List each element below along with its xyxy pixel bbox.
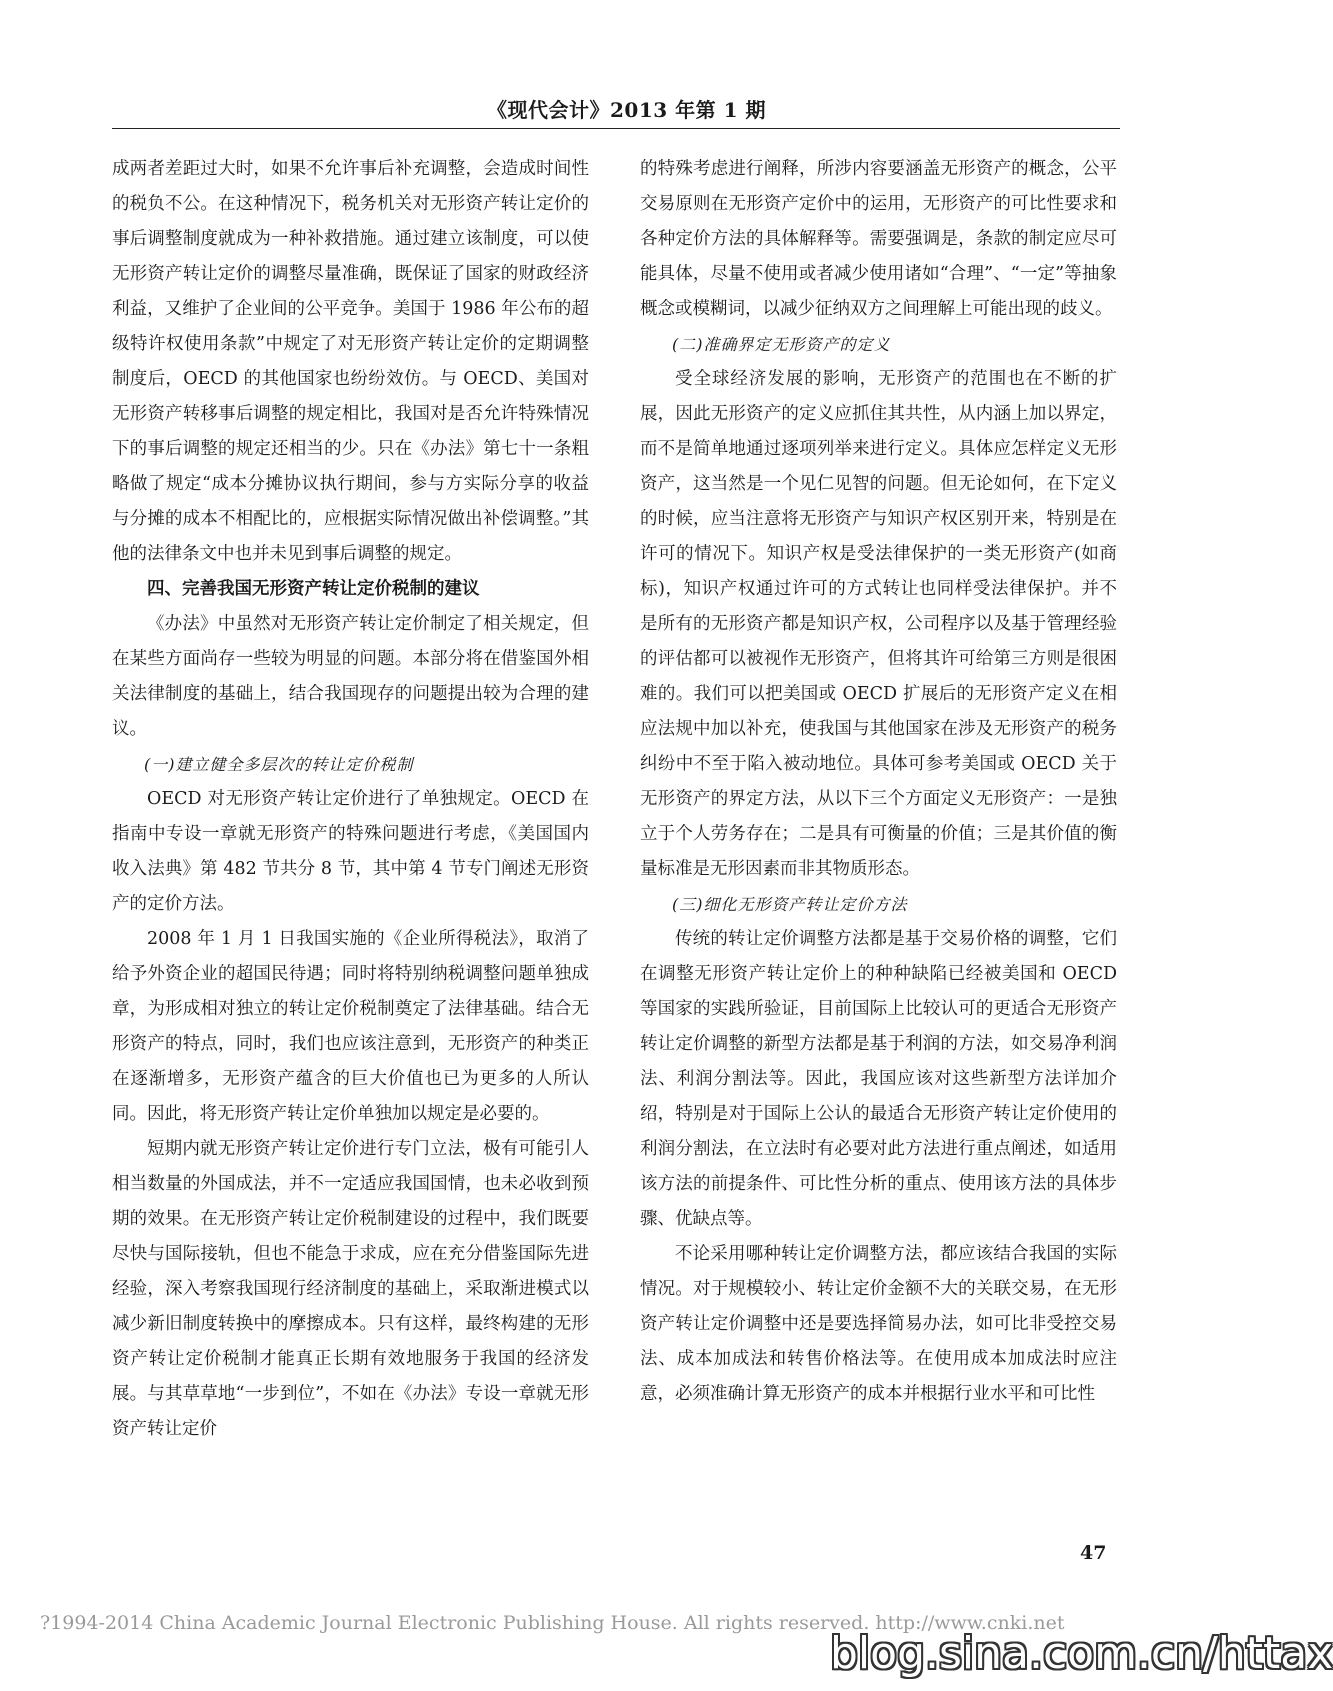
header-rule: [112, 128, 1120, 129]
paragraph: 《办法》中虽然对无形资产转让定价制定了相关规定，但在某些方面尚存一些较为明显的问题。本部分将在借鉴国外相关法律制度的基础上，结合我国现存的问题提出较为合理的建议。: [112, 614, 589, 739]
right-column: [640, 152, 1117, 1412]
paragraph: 传统的转让定价调整方法都是基于交易价格的调整，它们在调整无形资产转让定价上的种种缺陷已经被美国和 OECD 等国家的实践所验证，目前国际上比较认可的更适合无形资产转让定价调整的新型方法都是基于利润的方法，如交易净利润法、利润分割法等。因此，我国应该对这些新型方法详加介绍，特别是对于国际上公认的最适合无形资产转让定价使用的利润分割法，在立法时有必要对此方法进行重点阐述，如适用该方法的前提条件、可比性分析的重点、使用该方法的具体步骤、优缺点等。: [640, 929, 1117, 1229]
paragraph: 的特殊考虑进行阐释，所涉内容要涵盖无形资产的概念，公平交易原则在无形资产定价中的运用，无形资产的可比性要求和各种定价方法的具体解释等。需要强调是，条款的制定应尽可能具体，尽量不使用或者减少使用诸如“合理”、“一定”等抽象概念或模糊词，以减少征纳双方之间理解上可能出现的歧义。: [640, 159, 1117, 319]
paragraph: 短期内就无形资产转让定价进行专门立法，极有可能引人相当数量的外国成法，并不一定适应我国国情，也未必收到预期的效果。在无形资产转让定价税制建设的过程中，我们既要尽快与国际接轨，但也不能急于求成，应在充分借鉴国际先进经验，深入考察我国现行经济制度的基础上，采取渐进模式以减少新旧制度转换中的摩擦成本。只有这样，最终构建的无形资产转让定价税制才能真正长期有效地服务于我国的经济发展。与其草草地“一步到位”，不如在《办法》专设一章就无形资产转让定价: [112, 1139, 589, 1439]
subsection-heading: (一)建立健全多层次的转让定价税制: [144, 755, 414, 774]
paragraph: OECD 对无形资产转让定价进行了单独规定。OECD 在指南中专设一章就无形资产的特殊问题进行考虑，《美国国内收入法典》第 482 节共分 8 节，其中第 4 节专门阐述无形资产的定价方法。: [112, 789, 589, 914]
paragraph: 不论采用哪种转让定价调整方法，都应该结合我国的实际情况。对于规模较小、转让定价金额不大的关联交易，在无形资产转让定价调整中还是要选择简易办法，如可比非受控交易法、成本加成法和转售价格法等。在使用成本加成法时应注意，必须准确计算无形资产的成本并根据行业水平和可比性: [640, 1244, 1117, 1404]
journal-header: 《现代会计》2013 年第 1 期: [487, 98, 766, 122]
subsection-heading: (二)准确界定无形资产的定义: [672, 335, 891, 354]
paragraph: 2008 年 1 月 1 日我国实施的《企业所得税法》，取消了给予外资企业的超国民待遇；同时将特别纳税调整问题单独成章，为形成相对独立的转让定价税制奠定了法律基础。结合无形资产的特点，同时，我们也应该注意到，无形资产的种类正在逐渐增多，无形资产蕴含的巨大价值也已为更多的人所认同。因此，将无形资产转让定价单独加以规定是必要的。: [112, 929, 589, 1124]
section-heading: 四、完善我国无形资产转让定价税制的建议: [147, 579, 480, 599]
paragraph: 受全球经济发展的影响，无形资产的范围也在不断的扩展，因此无形资产的定义应抓住其共性，从内涵上加以界定，而不是简单地通过逐项列举来进行定义。具体应怎样定义无形资产，这当然是一个见仁见智的问题。但无论如何，在下定义的时候，应当注意将无形资产与知识产权区别开来，特别是在许可的情况下。知识产权是受法律保护的一类无形资产(如商标)，知识产权通过许可的方式转让也同样受法律保护。并不是所有的无形资产都是知识产权，公司程序以及基于管理经验的评估都可以被视作无形资产，但将其许可给第三方则是很困难的。我们可以把美国或 OECD 扩展后的无形资产定义在相应法规中加以补充，使我国与其他国家在涉及无形资产的税务纠纷中不至于陷入被动地位。具体可参考美国或 OECD 关于无形资产的界定方法，从以下三个方面定义无形资产：一是独立于个人劳务存在；二是具有可衡量的价值；三是其价值的衡量标准是无形因素而非其物质形态。: [640, 369, 1117, 879]
paragraph: 成两者差距过大时，如果不允许事后补充调整，会造成时间性的税负不公。在这种情况下，税务机关对无形资产转让定价的事后调整制度就成为一种补救措施。通过建立该制度，可以使无形资产转让定价的调整尽量准确，既保证了国家的财政经济利益，又维护了企业间的公平竞争。美国于 1986 年公布的超级特许权使用条款”中规定了对无形资产转让定价的定期调整制度后，OECD 的其他国家也纷纷效仿。与 OECD、美国对无形资产转移事后调整的规定相比，我国对是否允许特殊情况下的事后调整的规定还相当的少。只在《办法》第七十一条粗略做了规定“成本分摊协议执行期间，参与方实际分享的收益与分摊的成本不相配比的，应根据实际情况做出补偿调整。”其他的法律条文中也并未见到事后调整的规定。: [112, 159, 589, 564]
left-column: [112, 152, 589, 1447]
copyright-notice: ?1994-2014 China Academic Journal Electronic Publishing House. All rights reserved. http://www.cnki.net: [40, 1612, 1065, 1634]
page-number: 47: [1080, 1542, 1107, 1564]
blog-watermark: blog.sina.com.cn/httax: [830, 1628, 1333, 1679]
subsection-heading: (三)细化无形资产转让定价方法: [672, 895, 908, 914]
